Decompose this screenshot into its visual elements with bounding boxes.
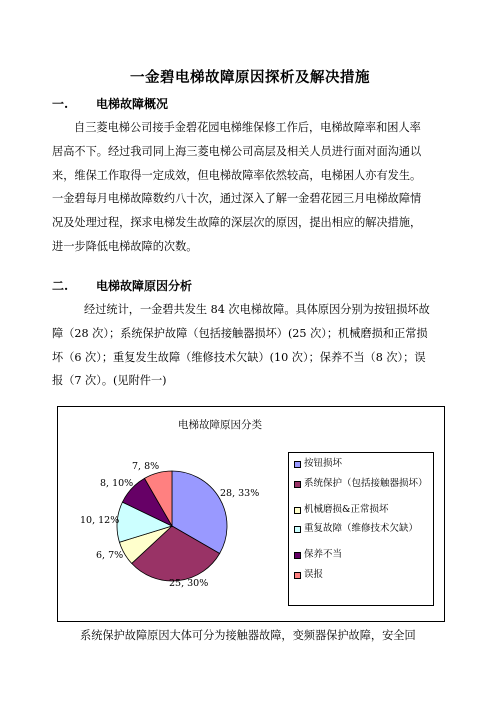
section-1-paragraph xyxy=(52,116,450,259)
pie-data-label: 10, 12% xyxy=(80,515,120,526)
document-title: 一金碧电梯故障原因探析及解决措施 xyxy=(130,69,370,86)
legend-swatch xyxy=(294,461,301,468)
pie-data-label: 8, 10% xyxy=(100,478,134,489)
paragraph-line: 障（28 次）；系统保护故障（包括接触器损坏）(25 次）；机械磨损和正常损 xyxy=(52,326,428,340)
legend-label: 按钮损坏 xyxy=(304,458,343,469)
legend-label: 重复故障（维修技术欠缺） xyxy=(304,523,419,534)
paragraph-line: 自三菱电梯公司接手金碧花园电梯维保修工作后，电梯故障率和困人率 xyxy=(74,121,421,134)
legend-swatch xyxy=(294,507,301,514)
legend-label: 误报 xyxy=(304,569,324,580)
legend-label: 系统保护（包括接触器损坏） xyxy=(304,478,428,489)
section-2-heading xyxy=(52,277,192,294)
section-2-paragraph xyxy=(52,298,450,393)
section-2-number: 二. xyxy=(52,279,69,293)
paragraph-line: 进一步降低电梯故障的次数。 xyxy=(52,239,198,253)
section-1-title: 电梯故障概况 xyxy=(96,97,169,111)
pie-data-label: 25, 30% xyxy=(169,578,209,589)
legend-label: 机械磨损&正常损坏 xyxy=(304,504,389,515)
legend-item xyxy=(294,504,428,517)
section-1-number: 一. xyxy=(52,97,69,111)
pie-data-label: 6, 7% xyxy=(96,550,124,561)
paragraph-line: 一金碧每月电梯故障数约八十次，通过深入了解一金碧花园三月电梯故障情 xyxy=(52,192,422,206)
legend-swatch xyxy=(294,572,301,579)
paragraph-line: 经过统计，一金碧共发生 84 次电梯故障。具体原因分别为按钮损坏故 xyxy=(84,303,430,316)
paragraph-line: 居高不下。经过我司同上海三菱电梯公司高层及相关人员进行面对面沟通以 xyxy=(52,144,422,158)
section-1-heading xyxy=(52,95,168,112)
legend-swatch xyxy=(294,481,301,488)
paragraph-line: 报（7 次）。(见附件一) xyxy=(52,374,167,388)
chart-legend xyxy=(288,452,434,606)
legend-label: 保养不当 xyxy=(304,549,343,560)
pie-chart xyxy=(58,407,288,621)
legend-item xyxy=(294,569,428,582)
section-2-title: 电梯故障原因分析 xyxy=(96,279,193,293)
legend-swatch xyxy=(294,526,301,533)
paragraph-line: 来，维保工作取得一定成效，但电梯故障率依然较高，电梯困人亦有发生。 xyxy=(52,168,422,182)
legend-item xyxy=(294,458,428,471)
paragraph-line: 坏（6 次）；重复发生故障（维修技术欠缺）(10 次）；保养不当（8 次）；误 xyxy=(52,350,426,364)
chart-title: 电梯故障原因分类 xyxy=(178,419,262,431)
continuation-text: 系统保护故障原因大体可分为接触器故障，变频器保护故障，安全回 xyxy=(80,629,416,642)
pie-data-label: 28, 33% xyxy=(220,488,260,499)
pie-chart-frame xyxy=(57,406,445,622)
paragraph-line: 况及处理过程，探求电梯发生故障的深层次的原因，提出相应的解决措施， xyxy=(52,216,422,230)
legend-item xyxy=(294,523,428,536)
legend-item xyxy=(294,549,428,562)
pie-data-label: 7, 8% xyxy=(132,461,160,472)
legend-item xyxy=(294,478,428,491)
legend-swatch xyxy=(294,552,301,559)
